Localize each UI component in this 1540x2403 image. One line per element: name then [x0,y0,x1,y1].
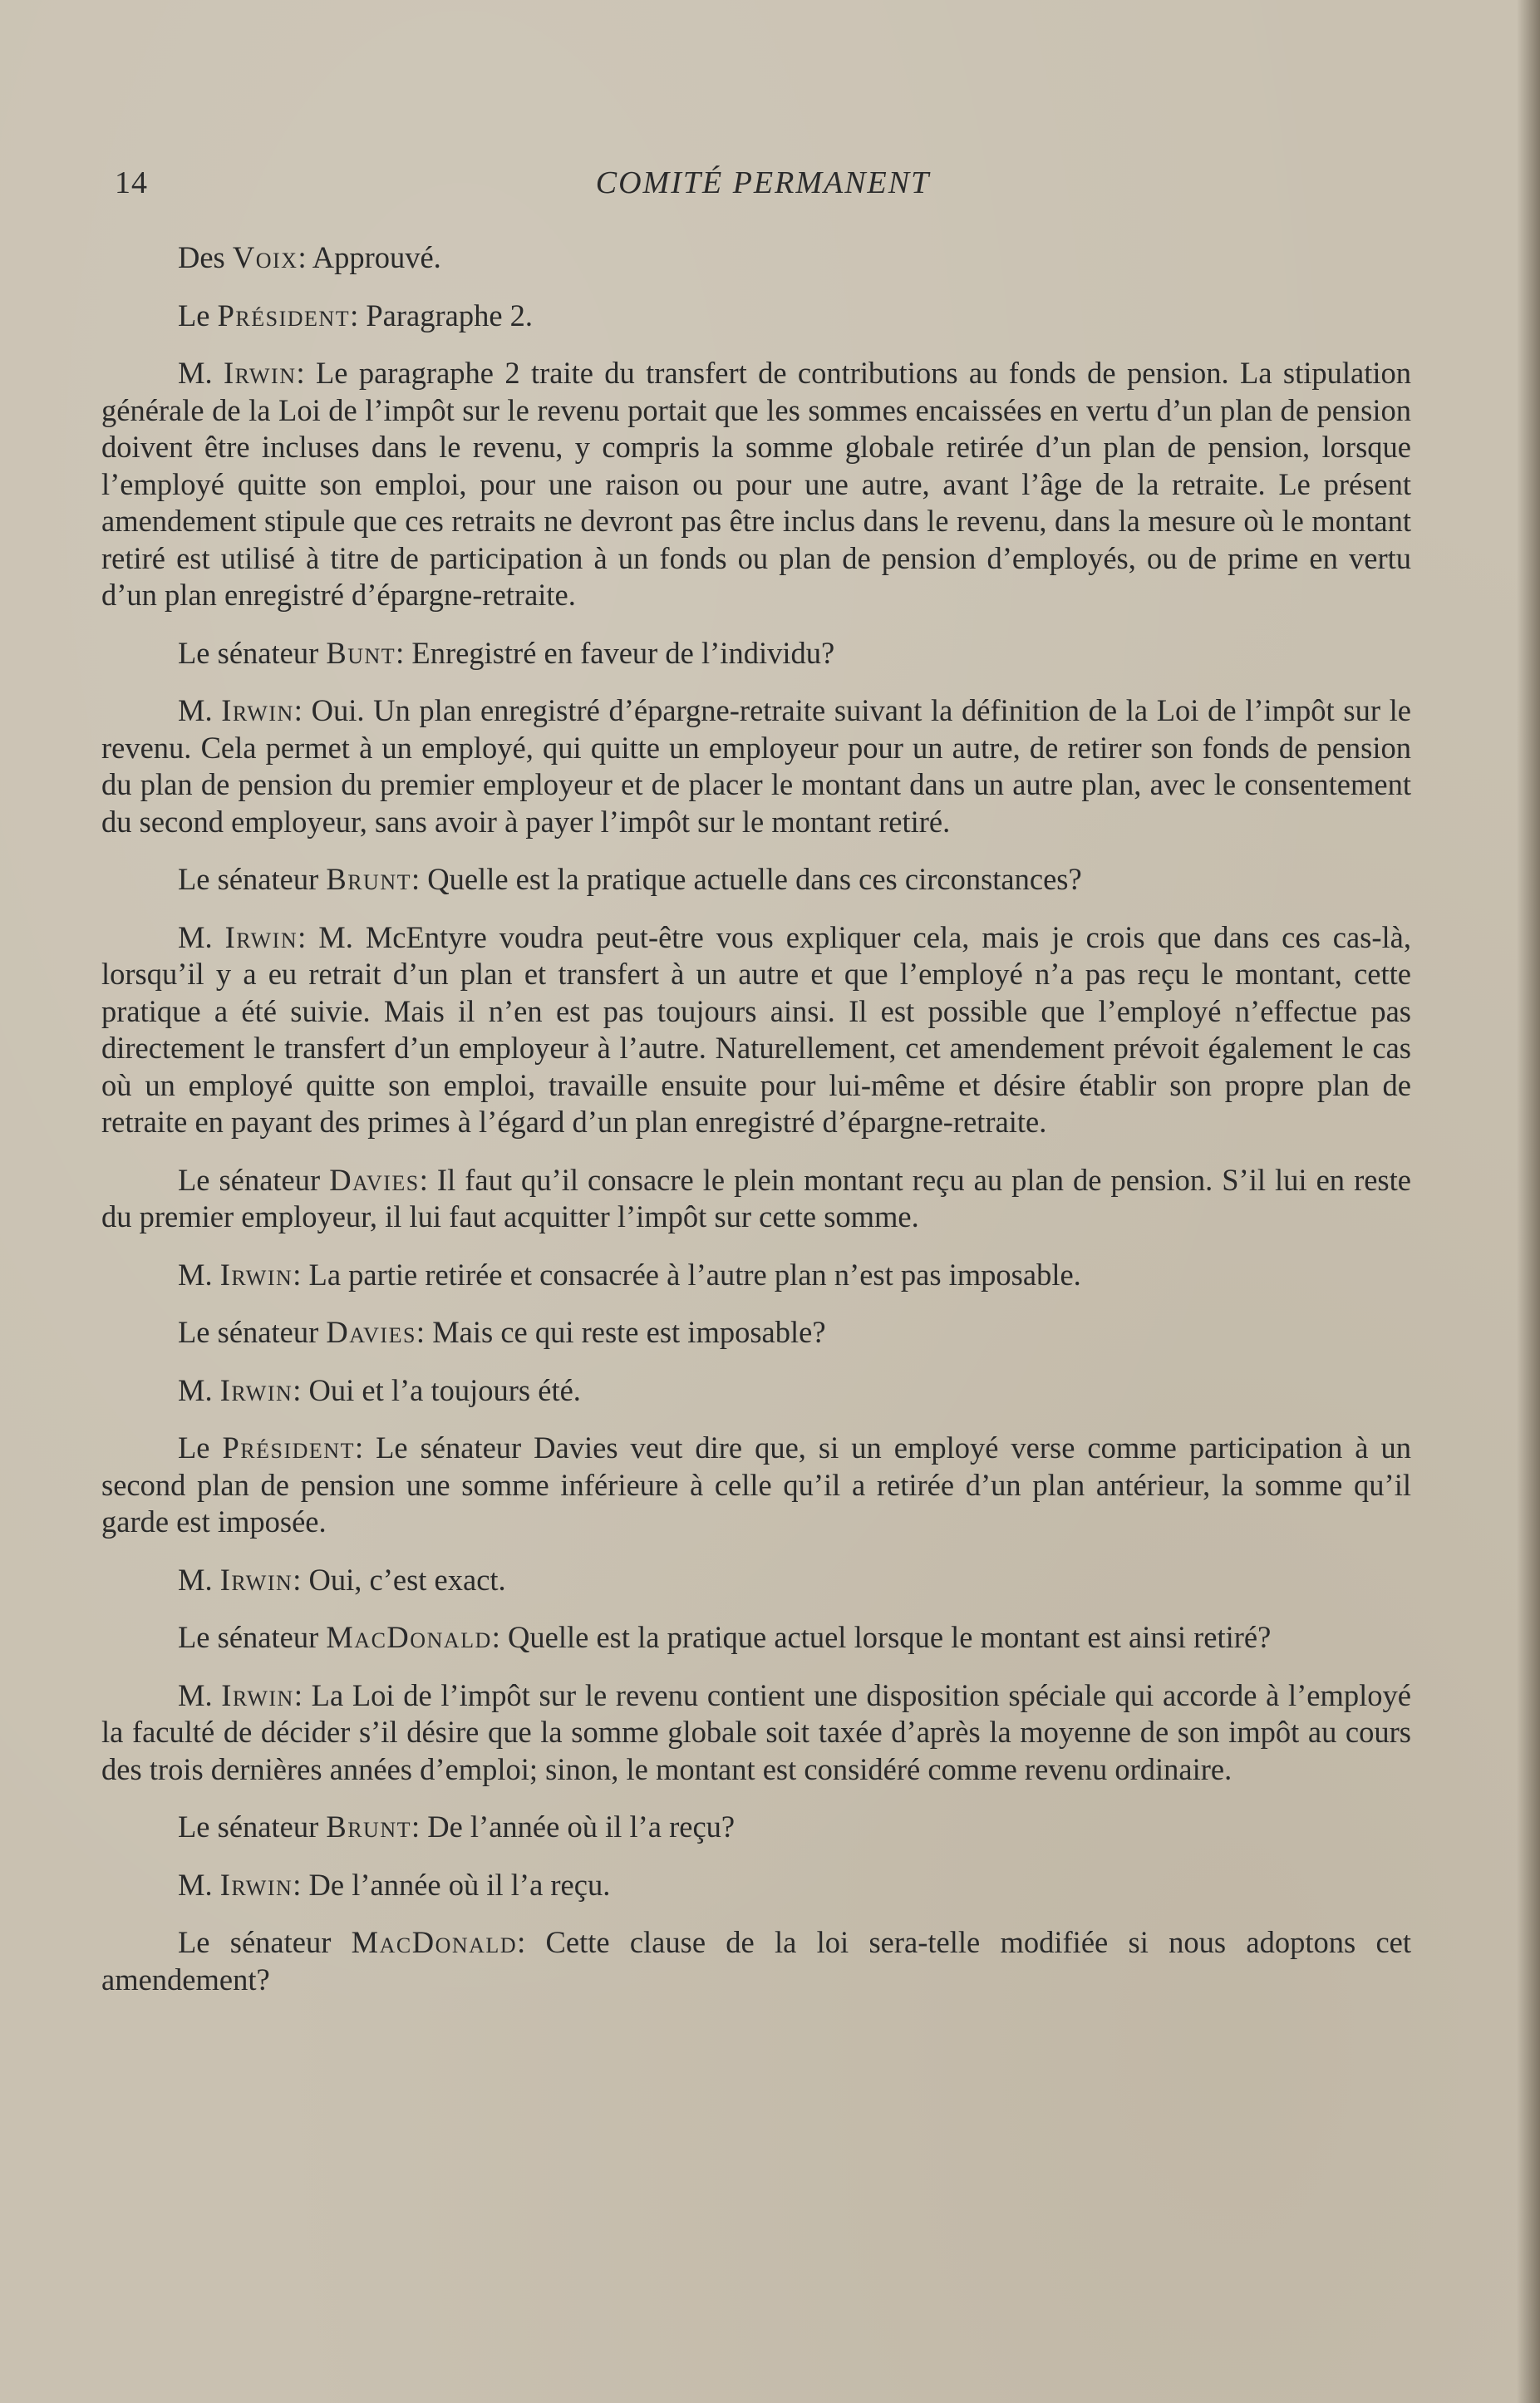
speech-text: : De l’année où il l’a reçu? [411,1810,736,1844]
speech-text: : M. McEntyre voudra peut-être vous expliquer cela, mais je crois que dans ces cas-là, lorsqu’il y a eu retrait d’un plan et transfert à un autre et que l’employé n’a pas reçu le montant, cette pratique a été suivie. Mais il n’en est pas toujours ainsi. Il est possible que l’employé n’effectue pas directement le transfert d’un employeur à l’autre. Naturellement, cet amendement prévoit également le cas où un employé quitte son emploi, travaille ensuite pour lui-même et désire établir son propre plan de retraite en payant des primes à l’égard d’un plan enregistré d’épargne-retraite. [101,919,1411,1139]
speaker-name: Brunt [326,1810,411,1844]
speech-paragraph [101,355,1411,614]
speaker-prefix: M. [178,1677,222,1712]
speaker-prefix: M. [178,1562,220,1597]
speech-paragraph [101,1372,1411,1410]
running-head: COMITÉ PERMANENT [595,165,931,200]
speaker-name: Président [217,298,351,332]
speaker-name: Irwin [223,356,297,390]
speech-text: : Il faut qu’il consacre le plein montant reçu au plan de pension. S’il lui en reste du premier employeur, il lui faut acquitter l’impôt sur cette somme. [101,1162,1411,1234]
speaker-prefix: Des [178,240,233,274]
speech-paragraph [101,1314,1411,1352]
speaker-name: MacDonald [326,1620,492,1654]
speech-text: : Le sénateur Davies veut dire que, si un employé verse comme participation à un second plan de pension une somme inférieure à celle qu’il a retirée d’un plan antérieur, la somme qu’il garde est imposée. [101,1430,1412,1539]
speaker-prefix: M. [178,356,224,390]
speaker-prefix: Le sénateur [178,1162,330,1197]
speech-paragraph [101,1619,1411,1657]
speech-text: : Enregistré en faveur de l’individu? [396,635,835,670]
speech-paragraph [101,1257,1411,1294]
speaker-name: Irwin [219,1372,293,1407]
speech-paragraph [101,298,1411,335]
speaker-name: MacDonald [351,1925,518,1959]
speech-paragraph [101,1562,1411,1599]
speaker-name: Voix [232,240,298,274]
speaker-prefix: Le sénateur [178,1620,327,1654]
page-edge-shadow [1517,0,1540,2403]
speaker-name: Irwin [219,1257,293,1292]
speech-text: : Approuvé. [298,240,441,274]
speech-text: : Cette clause de la loi sera-telle modifiée si nous adoptons cet amendement? [101,1925,1411,1997]
speaker-prefix: Le sénateur [178,1315,327,1349]
speaker-prefix: Le sénateur [178,1925,352,1959]
speaker-name: Irwin [221,693,294,727]
speech-paragraph [101,861,1411,899]
speaker-name: Brunt [326,862,411,896]
speaker-prefix: Le sénateur [178,635,327,670]
speaker-prefix: Le [178,1430,223,1465]
speaker-prefix: Le [178,298,218,332]
speaker-prefix: M. [178,919,225,954]
speech-paragraph [101,919,1411,1141]
page-header [115,165,1411,214]
speech-paragraph [101,1809,1411,1846]
transcript-body [101,239,1411,2019]
speaker-name: Davies [329,1162,420,1197]
speaker-prefix: M. [178,1372,220,1407]
speech-text: : Quelle est la pratique actuelle dans ces circonstances? [411,862,1082,896]
speech-paragraph [101,692,1411,840]
speaker-name: Bunt [326,635,396,670]
speech-paragraph [101,1677,1411,1789]
speaker-prefix: M. [178,1257,220,1292]
speech-text: : Oui, c’est exact. [293,1562,506,1597]
page-number: 14 [115,165,148,200]
speaker-prefix: M. [178,1867,220,1902]
speech-text: : Oui. Un plan enregistré d’épargne-retraite suivant la définition de la Loi de l’impôt sur le revenu. Cela permet à un employé, qui quitte un employeur pour un autre, de retirer son fonds de pension du plan de pension du premier employeur et de placer le montant dans un autre plan, avec le consentement du second employeur, sans avoir à payer l’impôt sur le montant retiré. [101,693,1411,839]
speaker-name: Irwin [224,919,298,954]
speech-text: : La partie retirée et consacrée à l’autre plan n’est pas imposable. [293,1257,1081,1292]
speech-text: : Oui et l’a toujours été. [293,1372,581,1407]
speaker-prefix: M. [178,693,222,727]
speaker-prefix: Le sénateur [178,862,327,896]
speech-paragraph [101,1924,1411,1998]
speech-text: : La Loi de l’impôt sur le revenu contient une disposition spéciale qui accorde à l’employé la faculté de décider s’il désire que la somme globale soit taxée d’après la moyenne de son impôt au cours des trois dernières années d’emploi; sinon, le montant est considéré comme revenu ordinaire. [101,1677,1411,1786]
speech-paragraph [101,1867,1411,1904]
speech-paragraph [101,1430,1411,1541]
speaker-prefix: Le sénateur [178,1810,327,1844]
speaker-name: Président [222,1430,355,1465]
speech-paragraph [101,635,1411,672]
speech-paragraph [101,1162,1411,1236]
speaker-name: Davies [326,1315,416,1349]
speech-paragraph [101,239,1411,277]
speech-text: : Mais ce qui reste est imposable? [416,1315,826,1349]
speaker-name: Irwin [219,1867,293,1902]
speech-text: : Le paragraphe 2 traite du transfert de contributions au fonds de pension. La stipulation générale de la Loi de l’impôt sur le revenu portait que les sommes encaissées en vertu d’un plan de pension doivent être incluses dans le revenu, y compris la somme globale retirée d’un plan de pension, lorsque l’employé quitte son emploi, pour une raison ou pour une autre, avant l’âge de la retraite. Le présent amendement stipule que ces retraits ne devront pas être inclus dans le revenu, dans la mesure où le montant retiré est utilisé à titre de participation à un fonds ou plan de pension d’employés, ou de prime en vertu d’un plan enregistré d’épargne-retraite. [101,356,1411,612]
speech-text: : Paragraphe 2. [350,298,534,332]
speech-text: : De l’année où il l’a reçu. [293,1867,611,1902]
speaker-name: Irwin [221,1677,294,1712]
speech-text: : Quelle est la pratique actuel lorsque le montant est ainsi retiré? [491,1620,1272,1654]
speaker-name: Irwin [219,1562,293,1597]
